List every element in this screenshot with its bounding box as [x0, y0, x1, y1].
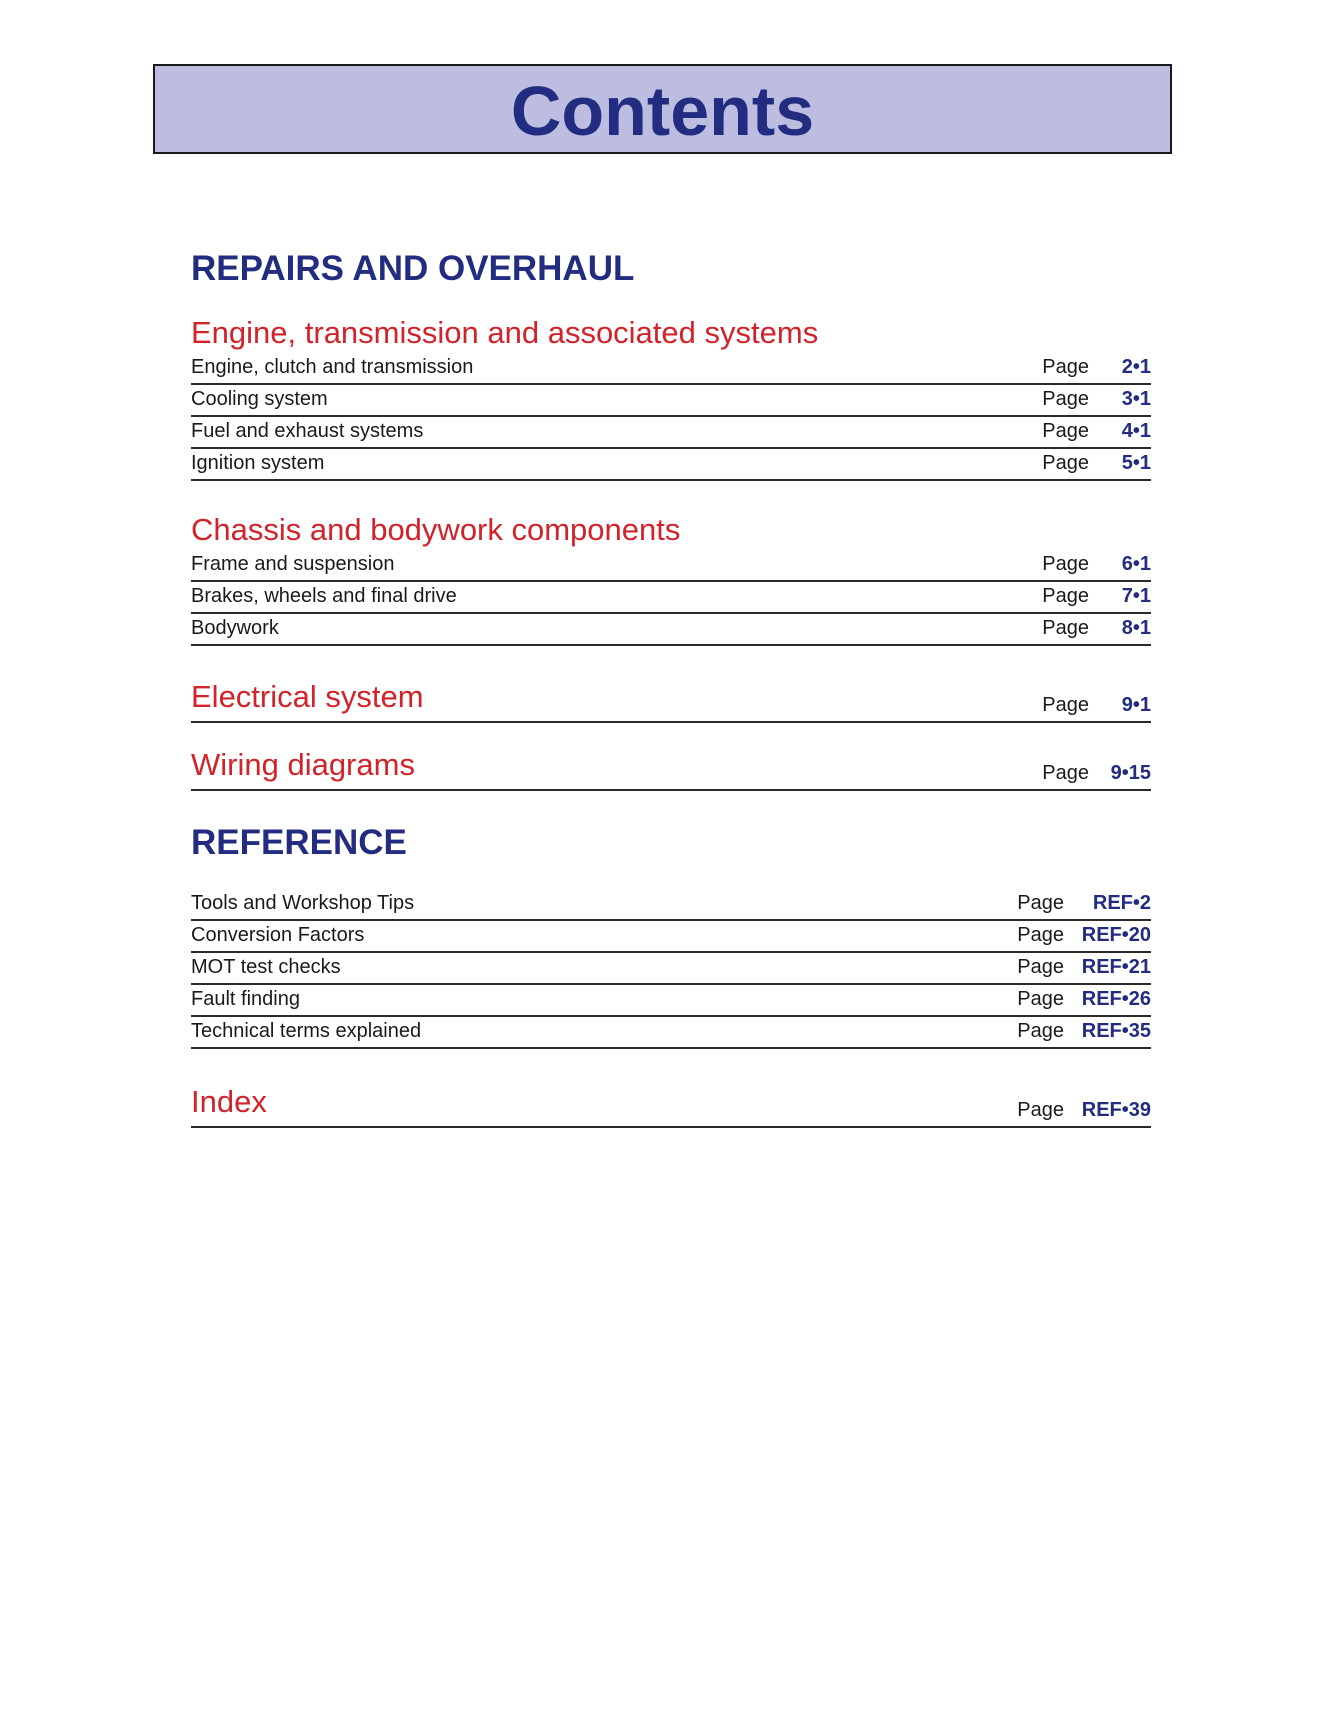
toc-row-label: Engine, clutch and transmission: [191, 356, 474, 378]
toc-row-label: Electrical system: [191, 679, 424, 714]
toc-row-page-word: Page: [1042, 553, 1089, 575]
page-title: Contents: [510, 72, 815, 150]
toc-row-page-number: REF•39: [1081, 1099, 1151, 1121]
toc-row-label: Fault finding: [191, 988, 300, 1010]
toc-row-page-number: 9•15: [1110, 762, 1151, 784]
toc-row-page-number: 6•1: [1121, 553, 1151, 575]
toc-row-page-number: REF•35: [1081, 1020, 1151, 1042]
toc-row-page-number: REF•2: [1092, 892, 1151, 914]
toc-row-page-word: Page: [1042, 762, 1089, 784]
toc-row-page-number: 4•1: [1121, 420, 1151, 442]
toc-row-page-word: Page: [1042, 694, 1089, 716]
toc-row-label: Technical terms explained: [191, 1020, 422, 1042]
toc-row-label: Conversion Factors: [191, 924, 365, 946]
toc-row-frame-suspension[interactable]: [191, 550, 1151, 582]
toc-row-label: Frame and suspension: [191, 553, 395, 575]
group-heading-engine: Engine, transmission and associated systems: [191, 315, 819, 350]
toc-row-page-word: Page: [1042, 617, 1089, 639]
toc-row-index[interactable]: [191, 1080, 1151, 1128]
toc-row-page-number: REF•20: [1081, 924, 1151, 946]
toc-row-label: Bodywork: [191, 617, 279, 639]
group-heading-chassis: Chassis and bodywork components: [191, 512, 681, 547]
toc-row-label: Fuel and exhaust systems: [191, 420, 424, 442]
toc-row-conversion-factors[interactable]: [191, 921, 1151, 953]
toc-row-page-number: 8•1: [1121, 617, 1151, 639]
section-heading-reference: REFERENCE: [191, 823, 407, 862]
toc-row-wiring[interactable]: [191, 743, 1151, 791]
toc-row-ignition[interactable]: [191, 449, 1151, 481]
toc-row-label: Cooling system: [191, 388, 328, 410]
toc-row-label: Tools and Workshop Tips: [191, 892, 415, 914]
toc-row-label: MOT test checks: [191, 956, 341, 978]
toc-row-bodywork[interactable]: [191, 614, 1151, 646]
toc-row-label: Wiring diagrams: [191, 747, 415, 782]
toc-row-page-word: Page: [1042, 452, 1089, 474]
toc-row-page-word: Page: [1017, 956, 1064, 978]
toc-row-page-word: Page: [1017, 892, 1064, 914]
toc-row-page-word: Page: [1042, 585, 1089, 607]
toc-row-label: Brakes, wheels and final drive: [191, 585, 457, 607]
toc-row-fault-finding[interactable]: [191, 985, 1151, 1017]
toc-row-page-number: 2•1: [1121, 356, 1151, 378]
toc-row-page-word: Page: [1042, 356, 1089, 378]
toc-row-fuel-exhaust[interactable]: [191, 417, 1151, 449]
toc-row-page-word: Page: [1042, 420, 1089, 442]
toc-row-mot-checks[interactable]: [191, 953, 1151, 985]
section-heading-repairs: REPAIRS AND OVERHAUL: [191, 249, 635, 288]
toc-row-page-word: Page: [1017, 1020, 1064, 1042]
toc-row-page-word: Page: [1017, 924, 1064, 946]
toc-row-page-number: REF•26: [1081, 988, 1151, 1010]
toc-row-page-number: 9•1: [1121, 694, 1151, 716]
toc-row-cooling[interactable]: [191, 385, 1151, 417]
toc-row-page-number: 5•1: [1121, 452, 1151, 474]
toc-row-label: Index: [191, 1084, 267, 1119]
toc-row-electrical[interactable]: [191, 675, 1151, 723]
toc-row-engine-clutch[interactable]: [191, 353, 1151, 385]
contents-title-box: [153, 64, 1172, 154]
toc-row-label: Ignition system: [191, 452, 325, 474]
toc-row-page-number: REF•21: [1081, 956, 1151, 978]
toc-row-page-word: Page: [1042, 388, 1089, 410]
toc-row-brakes-wheels[interactable]: [191, 582, 1151, 614]
toc-row-page-word: Page: [1017, 1099, 1064, 1121]
toc-row-tools-tips[interactable]: [191, 889, 1151, 921]
toc-row-technical-terms[interactable]: [191, 1017, 1151, 1049]
toc-row-page-word: Page: [1017, 988, 1064, 1010]
toc-row-page-number: 3•1: [1121, 388, 1151, 410]
toc-row-page-number: 7•1: [1121, 585, 1151, 607]
